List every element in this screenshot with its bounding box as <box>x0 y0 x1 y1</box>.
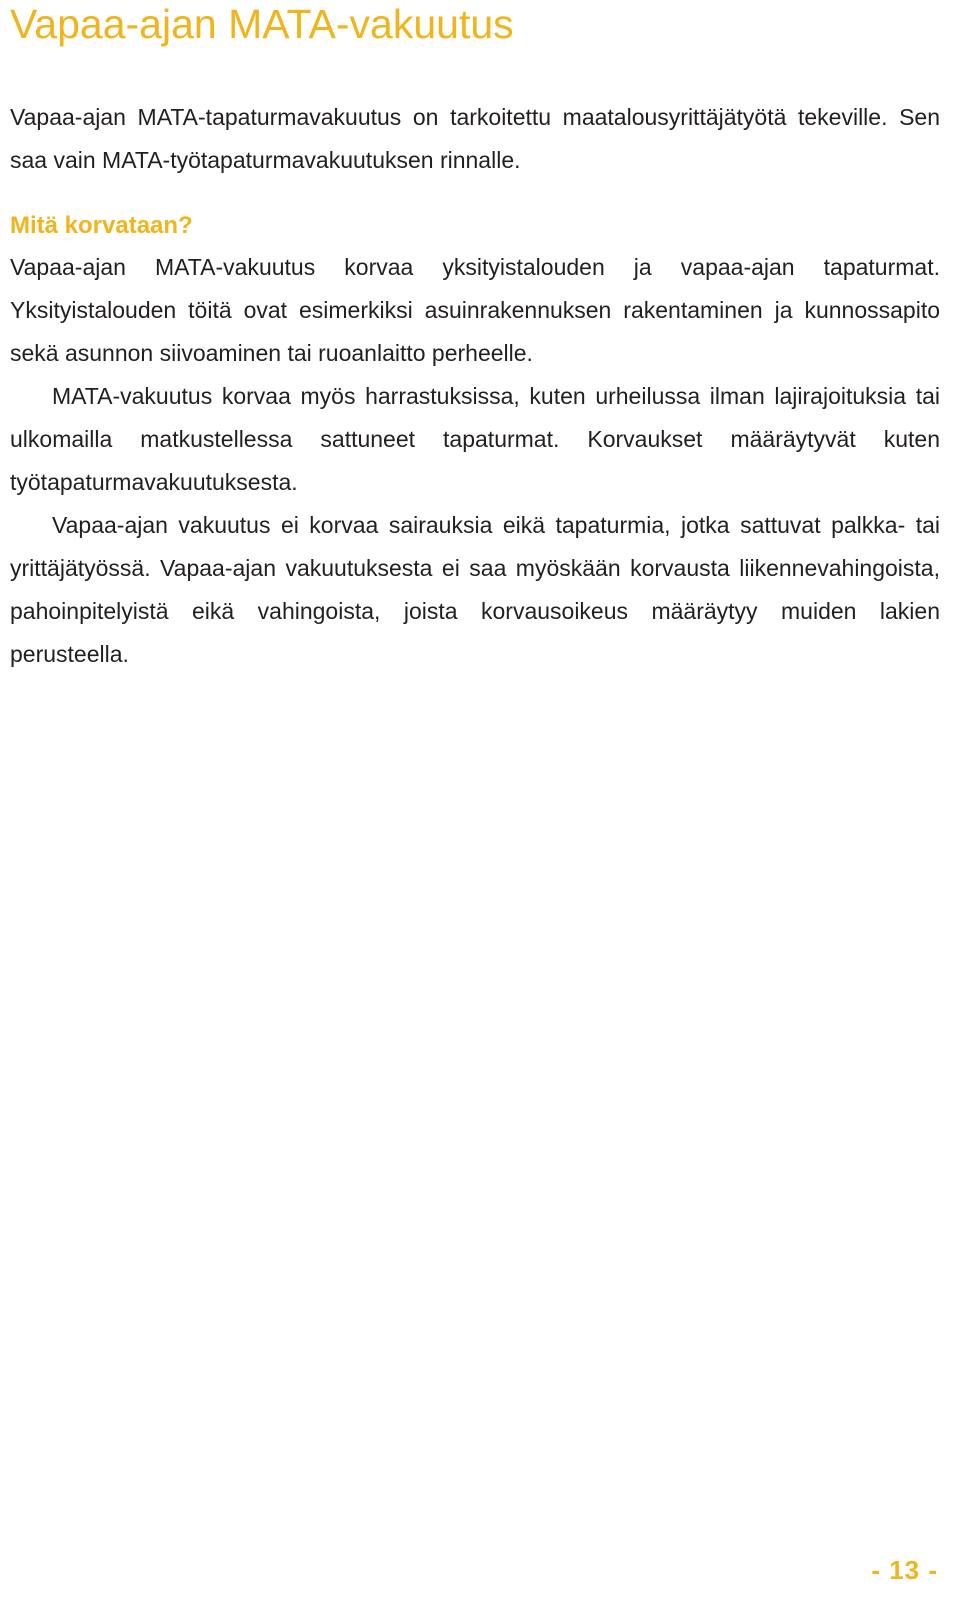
body-paragraph: MATA-vakuutus korvaa myös harrastuksissa, kuten urheilussa ilman lajirajoituksia tai ulkomailla matkustellessa sattuneet tapaturmat. Korvaukset määräytyvät kuten työtapaturmavakuutuksesta. <box>10 383 940 495</box>
document-page <box>10 0 940 676</box>
section-heading: Mitä korvataan? <box>10 212 193 239</box>
body-paragraph: Vapaa-ajan MATA-vakuutus korvaa yksityistalouden ja vapaa-ajan tapaturmat. Yksityistalouden töitä ovat esimerkiksi asuinrakennuksen rakentaminen ja kunnossapito sekä asunnon siivoaminen tai ruoanlaitto perheelle. <box>10 254 940 366</box>
intro-paragraph: Vapaa-ajan MATA-tapaturmavakuutus on tarkoitettu maatalousyrittäjätyötä tekeville. Sen saa vain MATA-työtapaturmavakuutuksen rinnalle. <box>10 104 940 173</box>
section-body <box>10 246 940 676</box>
page-number: - 13 - <box>871 1555 938 1585</box>
body-paragraph: Vapaa-ajan vakuutus ei korvaa sairauksia eikä tapaturmia, jotka sattuvat palkka- tai yrittäjätyössä. Vapaa-ajan vakuutuksesta ei saa myöskään korvausta liikennevahingoista, pahoinpitelyistä eikä vahingoista, joista korvausoikeus määräytyy muiden lakien perusteella. <box>10 512 940 667</box>
page-title: Vapaa-ajan MATA-vakuutus <box>10 1 514 47</box>
